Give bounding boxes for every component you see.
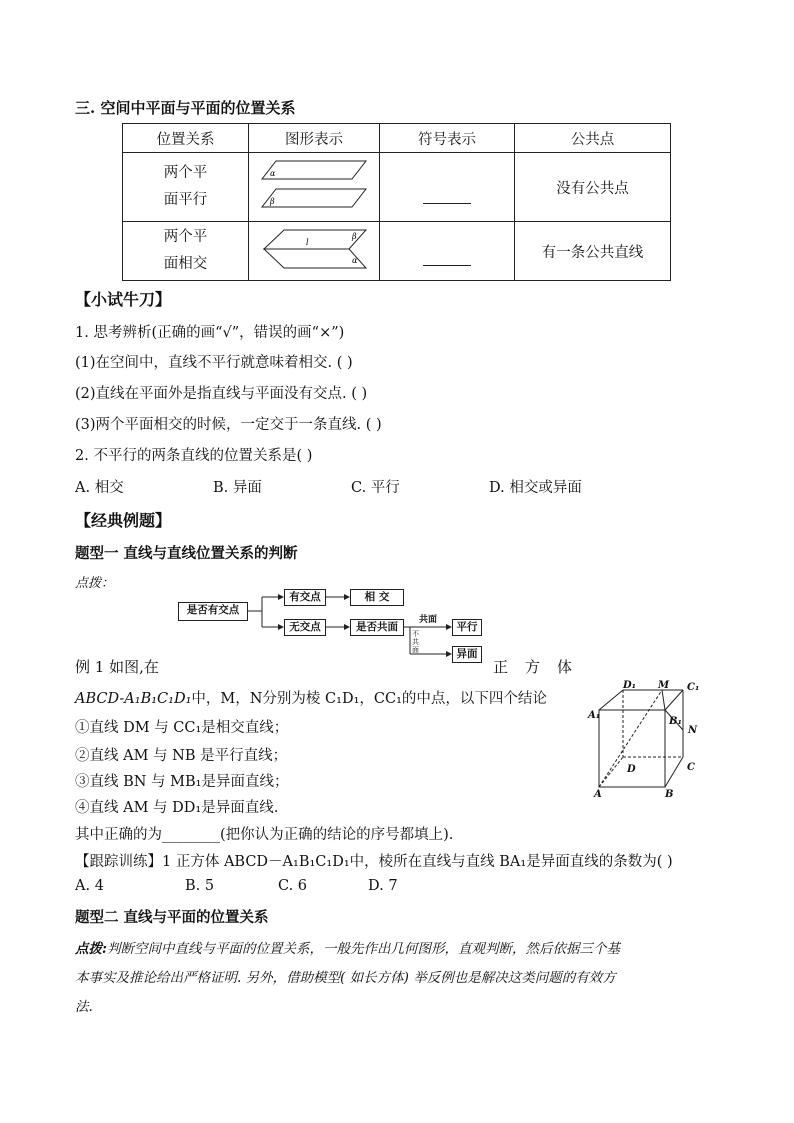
cube-word-1: 正: [493, 658, 509, 676]
tracking-exercise: 【跟踪训练】1 正方体 ABCD－A₁B₁C₁D₁中，棱所在直线与直线 BA₁是异面直线的条数为( ): [75, 854, 673, 870]
conclusion-4: ④直线 AM 与 DD₁是异面直线.: [75, 800, 279, 816]
example1-answer: 其中正确的为________(把你认为正确的结论的序号都填上).: [75, 827, 454, 843]
section-title: 三. 空间中平面与平面的位置关系: [75, 99, 296, 117]
tip-label: 点拨：: [75, 576, 115, 591]
track-option-d: D. 7: [368, 878, 398, 894]
label-beta: β: [352, 232, 357, 241]
cube-word-2: 方: [525, 658, 541, 676]
type2-tip-line: 本事实及推论给出严格证明. 另外，借助模型( 如长方体) 举反例也是解决这类问题的有效方: [75, 970, 616, 986]
flow-intersect-box: 相 交: [350, 589, 404, 606]
label-C: C: [687, 762, 695, 773]
label-B1: B₁: [669, 716, 682, 727]
cube-name: ABCD-A₁B₁C₁D₁: [75, 691, 192, 707]
flow-not-coplanar-label: 不共面: [412, 630, 419, 654]
option-a: A. 相交: [75, 480, 124, 496]
question-1-item: (1)在空间中，直线不平行就意味着相交. ( ): [75, 355, 353, 371]
question-1-item: (3)两个平面相交的时候，一定交于一条直线. ( ): [75, 417, 382, 433]
option-b: B. 异面: [213, 480, 262, 496]
label-M: M: [658, 680, 670, 691]
conclusion-2: ②直线 AM 与 NB 是平行直线；: [75, 748, 288, 764]
question-1-item: (2)直线在平面外是指直线与平面没有交点. ( ): [75, 386, 368, 402]
cube-word-3: 体: [557, 658, 573, 676]
label-D: D: [627, 764, 636, 775]
flow-has-box: 有交点: [284, 589, 326, 606]
label-D1: D₁: [623, 680, 637, 691]
flow-parallel-box: 平行: [452, 619, 482, 636]
type1-title: 题型一 直线与直线位置关系的判断: [75, 545, 298, 562]
relation-text: 两个平: [163, 229, 208, 245]
table-header: 图形表示: [249, 124, 380, 153]
option-d: D. 相交或异面: [489, 480, 582, 496]
question-2: 2. 不平行的两条直线的位置关系是( ): [75, 448, 313, 464]
label-A1: A₁: [588, 710, 601, 721]
conclusion-3: ③直线 BN 与 MB₁是异面直线；: [75, 774, 289, 790]
type2-tip-line: [75, 937, 620, 957]
table-header: 符号表示: [380, 124, 515, 153]
table-header: 公共点: [515, 124, 671, 153]
option-c: C. 平行: [351, 480, 400, 496]
conclusion-1: ①直线 DM 与 CC₁是相交直线；: [75, 720, 289, 736]
relation-text: 面相交: [163, 256, 208, 272]
type2-title: 题型二 直线与平面的位置关系: [75, 909, 269, 926]
label-B: B: [665, 789, 674, 800]
small-test-heading: 【小试牛刀】: [75, 290, 172, 309]
table-cell: 没有公共点: [515, 153, 671, 222]
track-option-c: C. 6: [278, 878, 308, 894]
classic-heading: 【经典例题】: [75, 511, 172, 530]
example1-prefix: 例 1 如图,在: [75, 658, 159, 676]
label-alpha: α: [270, 169, 276, 178]
flow-start-box: 是否有交点: [178, 602, 248, 621]
flow-coplanar-q-box: 是否共面: [350, 619, 404, 636]
type2-tip-line: 法.: [75, 999, 93, 1015]
flow-none-box: 无交点: [284, 619, 326, 636]
track-option-b: B. 5: [185, 878, 215, 894]
question-1: 1. 思考辨析(正确的画“√”，错误的画“×”): [75, 325, 345, 341]
flow-coplanar-label: 共面: [419, 615, 438, 625]
label-A: A: [594, 789, 602, 800]
track-option-a: A. 4: [75, 878, 104, 894]
table-cell: 有一条公共直线: [515, 222, 671, 281]
relation-text: 面平行: [163, 192, 208, 208]
label-C1: C₁: [687, 682, 700, 693]
example1-line2: [75, 687, 547, 708]
table-header: 位置关系: [123, 124, 249, 153]
label-beta: β: [270, 197, 275, 206]
relation-text: 两个平: [163, 165, 208, 181]
type2-tip-text: 判断空间中直线与平面的位置关系，一般先作出几何图形，直观判断，然后依据三个基: [106, 941, 620, 957]
flow-skew-box: 异面: [452, 646, 482, 663]
type2-tip-label: 点拨:: [75, 941, 107, 957]
label-N: N: [688, 725, 698, 736]
example1-line2-text: 中，M，N分别为棱 C₁D₁，CC₁的中点，以下四个结论: [191, 691, 547, 707]
label-alpha: α: [352, 256, 358, 265]
label-l: l: [306, 238, 309, 247]
cube-figure: [585, 680, 715, 800]
